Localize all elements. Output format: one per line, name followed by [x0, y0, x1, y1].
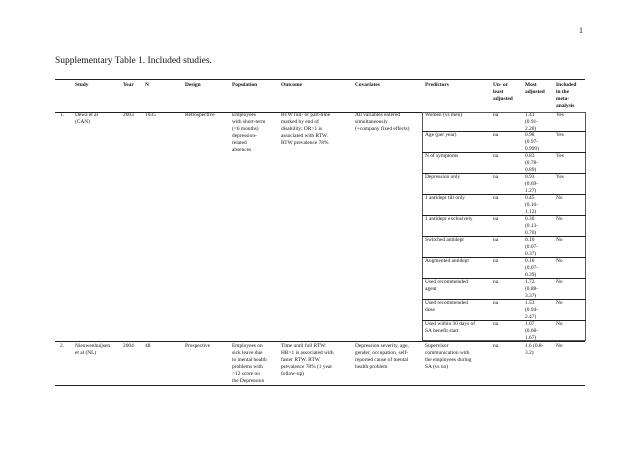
table-caption: Supplementary Table 1. Included studies.: [55, 56, 212, 66]
most-adjusted-value: 0.93 (0.69- 1.27): [525, 174, 539, 195]
included-meta-value: Yes: [556, 174, 564, 180]
header-population: Population: [232, 82, 258, 88]
header-unadjusted: Un- or least adjusted: [493, 82, 513, 103]
header-included-meta: Included in the meta- analysis: [556, 82, 577, 110]
study-design: Retrospective: [185, 112, 215, 118]
header-most-adjusted: Most adjusted: [525, 82, 545, 96]
most-adjusted-value: 1.72 (0.88- 3.37): [525, 279, 539, 300]
unadjusted-value: na: [493, 321, 499, 327]
unadjusted-value: na: [493, 153, 499, 159]
page-number: 1: [579, 26, 583, 35]
header-predictors: Predictors: [425, 82, 449, 88]
most-adjusted-value: 1.07 (0.68- 1.67): [525, 321, 539, 342]
predictor-label: Used recommended agent: [425, 279, 468, 293]
predictor-label: Switched antidepr: [425, 237, 465, 243]
study-covariates: All variables entered simultaneously (+company fixed effects): [355, 112, 410, 133]
included-meta-value: No: [556, 195, 563, 201]
predictor-label: Augmented antidepr: [425, 258, 470, 264]
most-adjusted-value: 0.16 (0.07- 0.37): [525, 237, 539, 258]
included-meta-value: Yes: [556, 112, 564, 118]
included-meta-value: No: [556, 321, 563, 327]
table-top-rule: [55, 79, 585, 80]
unadjusted-value: na: [493, 343, 499, 349]
most-adjusted-value: 0.16 (0.07- 0.39): [525, 258, 539, 279]
header-outcome: Outcome: [281, 82, 302, 88]
header-covariates: Covariates: [355, 82, 380, 88]
study-outcome: RTW full- or part-time marked by end of disability: OR>1 is associated with RTW. RTW prevalence 78%: [281, 112, 331, 147]
included-meta-value: No: [556, 258, 563, 264]
study-n: 1035: [145, 112, 156, 118]
study-design: Prospective: [185, 343, 211, 349]
study-population: Employees with short-term (<6 months) depression- related absences: [232, 112, 266, 154]
predictor-label: Women (vs men): [425, 112, 462, 118]
most-adjusted-value: 0.98 (0.97- 0.999): [525, 132, 539, 153]
study-number: 2.: [60, 343, 65, 349]
study-year: 2003: [123, 112, 134, 118]
most-adjusted-value: 0.83 (0.78- 0.89): [525, 153, 539, 174]
unadjusted-value: na: [493, 216, 499, 222]
most-adjusted-value: 1.6 (0.8- 3.2): [525, 343, 544, 357]
included-meta-value: No: [556, 237, 563, 243]
included-meta-value: No: [556, 279, 563, 285]
included-meta-value: No: [556, 343, 563, 349]
unadjusted-value: na: [493, 279, 499, 285]
unadjusted-value: na: [493, 237, 499, 243]
included-meta-value: Yes: [556, 132, 564, 138]
unadjusted-value: na: [493, 174, 499, 180]
unadjusted-value: na: [493, 132, 499, 138]
header-design: Design: [185, 82, 201, 88]
most-adjusted-value: 1.41 (0.91- 2.20): [525, 112, 539, 133]
most-adjusted-value: 0.45 (0.16- 1.12): [525, 195, 539, 216]
study-name: Dewa et al (CAN): [75, 112, 99, 126]
table-bottom-rule: [55, 385, 585, 386]
most-adjusted-value: 0.30 (0.13- 0.70): [525, 216, 539, 237]
most-adjusted-value: 1.53 (0.94- 2.47): [525, 300, 539, 321]
study-n: 48: [145, 343, 151, 349]
predictor-label: Depression only: [425, 174, 461, 180]
predictor-label: N of symptoms: [425, 153, 459, 159]
header-study: Study: [75, 82, 89, 88]
study-separator-rule: [55, 341, 585, 342]
predictor-label: Used recommended dose: [425, 300, 468, 314]
header-year: Year: [123, 82, 134, 88]
unadjusted-value: na: [493, 258, 499, 264]
included-meta-value: No: [556, 216, 563, 222]
study-name: Nieuwenhuijsen et al (NL): [75, 343, 111, 357]
study-covariates: Depression severity, age, gender, occupation, self- reported cause of mental health problem: [355, 343, 409, 371]
study-population: Employees on sick leave due to mental health problems with >12 score on the Depression: [232, 343, 267, 385]
unadjusted-value: na: [493, 300, 499, 306]
predictor-label: Used within 30 days of SA benefit start: [425, 321, 476, 335]
included-meta-value: No: [556, 300, 563, 306]
predictor-label: 1 antidepr till only: [425, 195, 465, 201]
study-outcome: Time until full RTW: HR>1 is associated with faster RTW. RTW prevalence 78% (1 year follow-up): [281, 343, 334, 378]
study-number: 1.: [60, 112, 65, 118]
predictor-label: Supervisor communication with the employees during SA (vs no): [425, 343, 472, 371]
study-year: 2004: [123, 343, 134, 349]
header-n: N: [145, 82, 149, 88]
unadjusted-value: na: [493, 195, 499, 201]
predictor-label: Age (per year): [425, 132, 457, 138]
predictor-label: 1 antidepr exclusively: [425, 216, 473, 222]
unadjusted-value: na: [493, 112, 499, 118]
included-meta-value: Yes: [556, 153, 564, 159]
